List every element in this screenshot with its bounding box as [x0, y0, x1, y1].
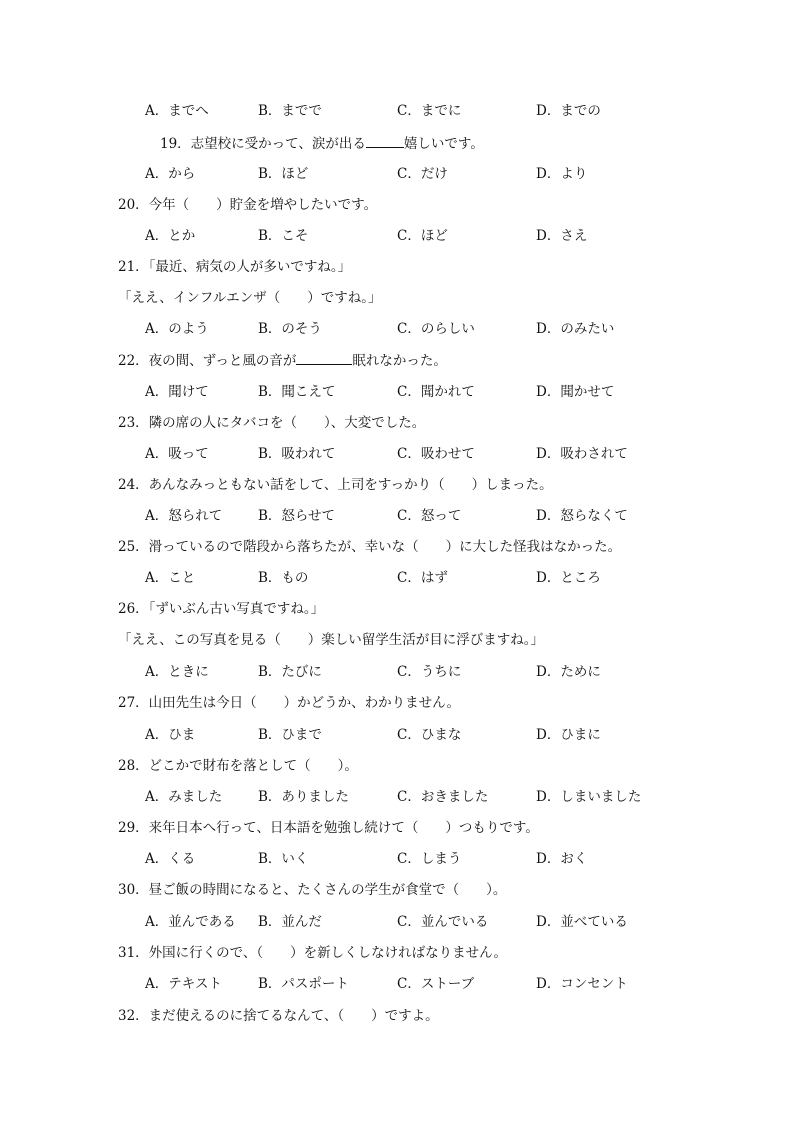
option-b: B．ほど	[258, 166, 309, 182]
question-text-before: 19．志望校に受かって、涙が出る	[160, 136, 366, 152]
option-c: C．怒って	[397, 508, 462, 524]
question-text	[160, 133, 484, 153]
option-c: C．おきました	[397, 789, 489, 805]
option-c: C．しまう	[397, 851, 462, 867]
option-d: D．のみたい	[536, 321, 615, 337]
option-a: A．から	[145, 166, 196, 182]
question-text: 21．「最近、病気の人が多いですね。」	[118, 259, 352, 275]
question-text: 「ええ、インフルエンザ（ ）ですね。」	[118, 290, 382, 306]
fill-in-blank	[366, 133, 404, 148]
option-d: D．並べている	[536, 914, 628, 930]
option-d: D．聞かせて	[536, 384, 615, 400]
option-d: D．さえ	[536, 228, 588, 244]
option-c: C．ストーブ	[397, 976, 475, 992]
option-c: C．はず	[397, 570, 448, 586]
option-b: B．たびに	[258, 664, 322, 680]
option-b: B．怒らせて	[258, 508, 336, 524]
question-text: 26．「ずいぶん古い写真ですね。」	[118, 601, 325, 617]
answer-options-row	[0, 164, 794, 184]
question-text: 「ええ、この写真を見る（ ）楽しい留学生活が目に浮びますね。」	[118, 632, 545, 648]
option-a: A．吸って	[145, 446, 209, 462]
option-b: B．ひまで	[258, 727, 322, 743]
option-d: D．コンセント	[536, 976, 628, 992]
option-d: D．怒らなくて	[536, 508, 628, 524]
option-a: A．までへ	[145, 103, 209, 119]
answer-options-row	[0, 974, 794, 994]
option-d: D．ために	[536, 664, 601, 680]
option-c: C．のらしい	[397, 321, 475, 337]
option-a: A．みました	[145, 789, 223, 805]
option-b: B．ありました	[258, 789, 349, 805]
option-d: D．ところ	[536, 570, 601, 586]
question-text: 25．滑っているので階段から落ちたが、幸いな（ ）に大した怪我はなかった。	[118, 539, 622, 555]
fill-in-blank	[296, 350, 352, 365]
option-a: A．ときに	[145, 664, 209, 680]
question-text: 29．来年日本へ行って、日本語を勉強し続けて（ ）つもりです。	[118, 820, 539, 836]
option-c: C．並んでいる	[397, 914, 489, 930]
answer-options-row	[0, 226, 794, 246]
option-a: A．とか	[145, 228, 196, 244]
option-c: C．吸わせて	[397, 446, 475, 462]
answer-options-row	[0, 568, 794, 588]
option-a: A．テキスト	[145, 976, 222, 992]
option-c: C．うちに	[397, 664, 462, 680]
answer-options-row	[0, 912, 794, 932]
question-text-after: 眠れなかった。	[352, 353, 447, 369]
option-b: B．のそう	[258, 321, 322, 337]
option-b: B．こそ	[258, 228, 309, 244]
option-a: A．聞けて	[145, 384, 209, 400]
answer-options-row	[0, 849, 794, 869]
option-a: A．こと	[145, 570, 196, 586]
answer-options-row	[0, 662, 794, 682]
answer-options-row	[0, 725, 794, 745]
answer-options-row	[0, 787, 794, 807]
question-text-before: 22．夜の間、ずっと風の音が	[118, 353, 297, 369]
option-c: C．までに	[397, 103, 462, 119]
question-text: 20．今年（ ）貯金を増やしたいです。	[118, 197, 378, 213]
option-c: C．ひまな	[397, 727, 462, 743]
option-b: B．もの	[258, 570, 309, 586]
question-text: 24．あんなみっともない話をして、上司をすっかり（ ）しまった。	[118, 477, 553, 493]
option-b: B．並んだ	[258, 914, 322, 930]
question-text-after: 嬉しいです。	[403, 136, 484, 152]
question-text: 27．山田先生は今日（ ）かどうか、わかりません。	[118, 695, 460, 711]
question-text: 28．どこかで財布を落として（ ）。	[118, 758, 358, 774]
question-text: 23．隣の席の人にタバコを（ ）、大変でした。	[118, 415, 426, 431]
option-a: A．ひま	[145, 727, 196, 743]
question-text	[118, 350, 447, 370]
option-b: B．パスポート	[258, 976, 349, 992]
option-b: B．いく	[258, 851, 309, 867]
option-c: C．聞かれて	[397, 384, 475, 400]
option-a: A．怒られて	[145, 508, 223, 524]
option-c: C．だけ	[397, 166, 448, 182]
option-d: D．までの	[536, 103, 601, 119]
option-a: A．並んである	[145, 914, 236, 930]
option-c: C．ほど	[397, 228, 448, 244]
option-b: B．吸われて	[258, 446, 336, 462]
option-b: B．までで	[258, 103, 322, 119]
answer-options-row	[0, 101, 794, 121]
option-b: B．聞こえて	[258, 384, 336, 400]
question-text: 32．まだ使えるのに捨てるなんて、（ ）ですよ。	[118, 1008, 439, 1024]
option-a: A．のよう	[145, 321, 209, 337]
option-d: D．ひまに	[536, 727, 601, 743]
answer-options-row	[0, 506, 794, 526]
option-d: D．しまいました	[536, 789, 642, 805]
option-d: D．より	[536, 166, 588, 182]
answer-options-row	[0, 319, 794, 339]
question-text: 31．外国に行くので、（ ）を新しくしなければなりません。	[118, 945, 507, 961]
option-a: A．くる	[145, 851, 196, 867]
option-d: D．吸わされて	[536, 446, 628, 462]
option-d: D．おく	[536, 851, 588, 867]
question-text: 30．昼ご飯の時間になると、たくさんの学生が食堂で（ ）。	[118, 882, 507, 898]
answer-options-row	[0, 444, 794, 464]
answer-options-row	[0, 382, 794, 402]
